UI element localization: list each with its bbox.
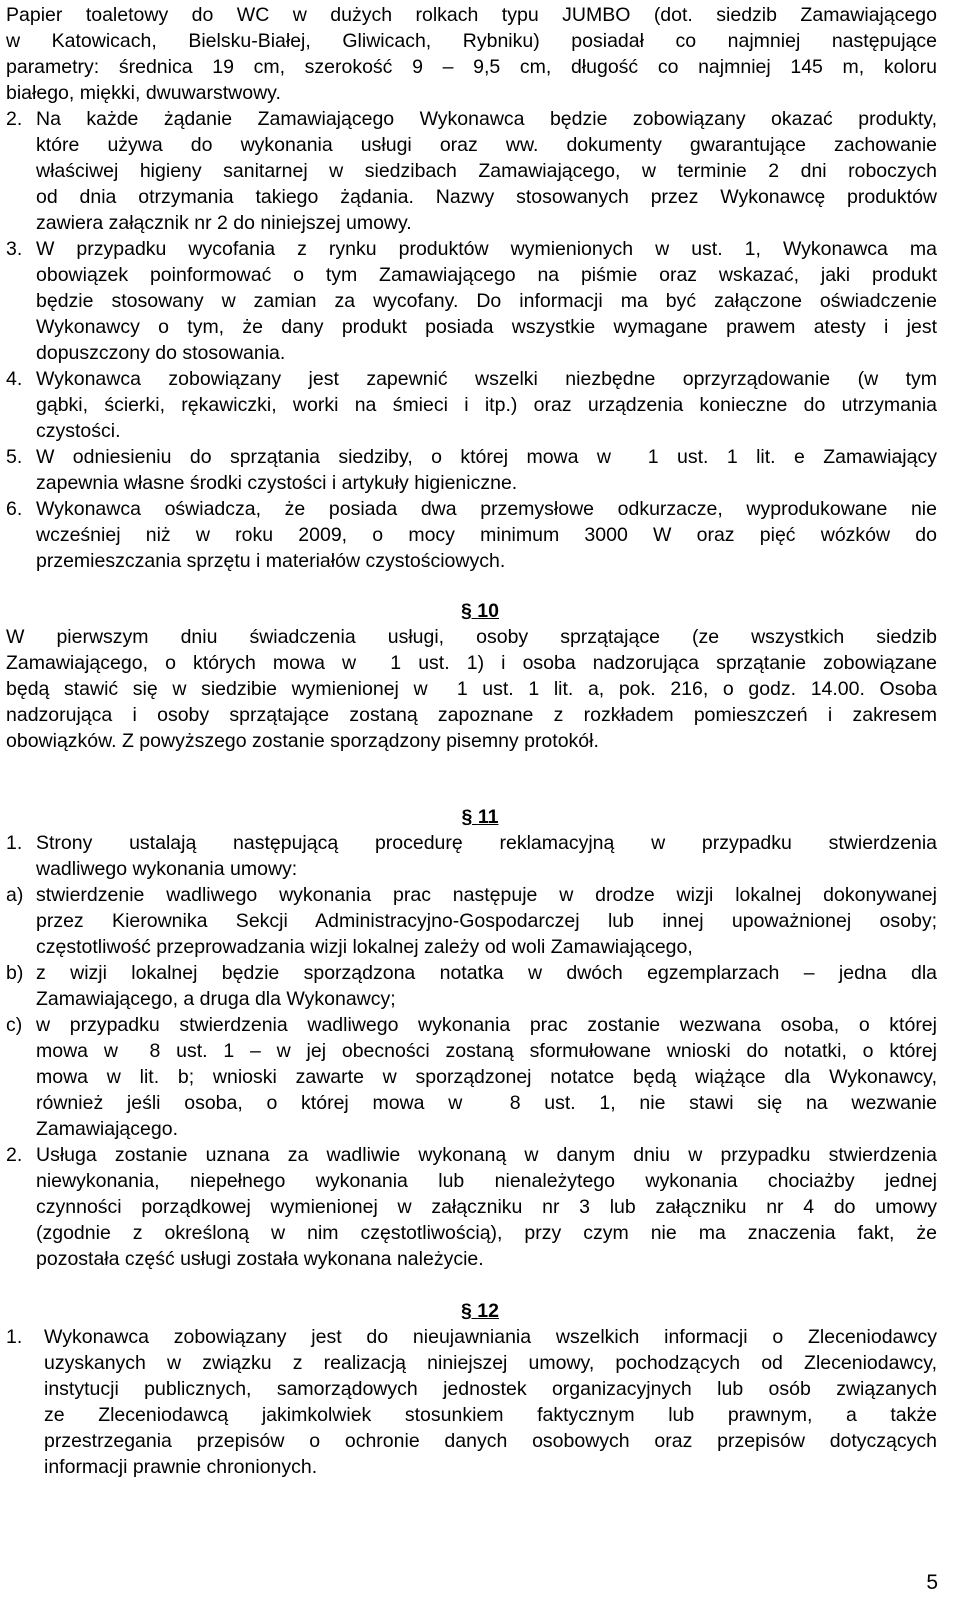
- item-line: informacji prawnie chronionych.: [44, 1456, 318, 1478]
- item-line: od dnia otrzymania takiego żądania. Nazwy stosowanych przez Wykonawcę produktów: [36, 186, 937, 208]
- intro-line: białego, miękki, dwuwarstwowy.: [6, 82, 281, 104]
- item-line: uzyskanych w związku z realizacją niniejszej umowy, pochodzących od Zleceniodawcy,: [44, 1352, 937, 1374]
- item-number: 1.: [6, 1326, 23, 1348]
- subitem-line: stwierdzenie wadliwego wykonania prac następuje w drodze wizji lokalnej dokonywanej: [36, 884, 937, 906]
- item-number: 3.: [6, 238, 23, 260]
- item-line: dopuszczony do stosowania.: [36, 342, 286, 364]
- item-number: 4.: [6, 368, 23, 390]
- item-number: 2.: [6, 1144, 23, 1166]
- item-line: Wykonawcy o tym, że dany produkt posiada wszystkie wymagane prawem atesty i jest: [36, 316, 937, 338]
- subitem-letter: b): [6, 962, 24, 984]
- item-line: zapewnia własne środki czystości i artykuły higieniczne.: [36, 472, 518, 494]
- item-line: ze Zleceniodawcą jakimkolwiek stosunkiem faktycznym lub prawnym, a także: [44, 1404, 937, 1426]
- subitem-line: mowa w 8 ust. 1 – w jej obecności zostaną sformułowane wnioski do notatki, o której: [36, 1040, 937, 1062]
- intro-line: parametry: średnica 19 cm, szerokość 9 – 9,5 cm, długość co najmniej 145 m, koloru: [6, 56, 937, 78]
- item-line: czynności porządkowej wymienionej w załączniku nr 3 lub załączniku nr 4 do umowy: [36, 1196, 937, 1218]
- item-number: 5.: [6, 446, 23, 468]
- item-line: niewykonania, niepełnego wykonania lub nienależytego wykonania chociażby jednej: [36, 1170, 937, 1192]
- item-line: Na każde żądanie Zamawiającego Wykonawca będzie zobowiązany okazać produkty,: [36, 108, 937, 130]
- item-line: Wykonawca zobowiązany jest zapewnić wszelki niezbędne oprzyrządowanie (w tym: [36, 368, 937, 390]
- item-line: (zgodnie z określoną w nim częstotliwością), przy czym nie ma znaczenia fakt, że: [36, 1222, 937, 1244]
- item-line: Usługa zostanie uznana za wadliwie wykonaną w danym dniu w przypadku stwierdzenia: [36, 1144, 937, 1166]
- section-number: 12: [477, 1300, 499, 1322]
- item-line: instytucji publicznych, samorządowych jednostek organizacyjnych lub osób związanych: [44, 1378, 937, 1400]
- item-line: przestrzegania przepisów o ochronie danych osobowych oraz przepisów dotyczących: [44, 1430, 937, 1452]
- section-heading-10: [0, 598, 960, 624]
- section-sign: §: [461, 600, 478, 622]
- item-line: W odniesieniu do sprzątania siedziby, o której mowa w 1 ust. 1 lit. e Zamawiający: [36, 446, 937, 468]
- item-line: obowiązek poinformować o tym Zamawiającego na piśmie oraz wskazać, jaki produkt: [36, 264, 937, 286]
- section10-line: obowiązków. Z powyższego zostanie sporządzony pisemny protokół.: [6, 730, 599, 752]
- section10-line: Zamawiającego, o których mowa w 1 ust. 1) i osoba nadzorująca sprzątanie zobowiązane: [6, 652, 937, 674]
- item-line: Strony ustalają następującą procedurę reklamacyjną w przypadku stwierdzenia: [36, 832, 937, 854]
- section-sign: §: [461, 806, 478, 828]
- item-number: 6.: [6, 498, 23, 520]
- section10-line: będą stawić się w siedzibie wymienionej w 1 ust. 1 lit. a, pok. 216, o godz. 14.00. Osoba: [6, 678, 937, 700]
- subitem-letter: a): [6, 884, 24, 906]
- item-line: czystości.: [36, 420, 121, 442]
- section-heading-12: [0, 1298, 960, 1324]
- item-line: będzie stosowany w zamian za wycofany. Do informacji ma być załączone oświadczenie: [36, 290, 937, 312]
- item-line: gąbki, ścierki, rękawiczki, worki na śmieci i itp.) oraz urządzenia konieczne do utrzymania: [36, 394, 937, 416]
- subitem-line: przez Kierownika Sekcji Administracyjno-Gospodarczej lub innej upoważnionej osoby;: [36, 910, 937, 932]
- section-number: 10: [477, 600, 499, 622]
- subitem-letter: c): [6, 1014, 23, 1036]
- item-number: 1.: [6, 832, 23, 854]
- item-line: wcześniej niż w roku 2009, o mocy minimum 3000 W oraz pięć wózków do: [36, 524, 937, 546]
- item-line: przemieszczania sprzętu i materiałów czystościowych.: [36, 550, 506, 572]
- item-line: pozostała część usługi została wykonana należycie.: [36, 1248, 484, 1270]
- subitem-line: z wizji lokalnej będzie sporządzona notatka w dwóch egzemplarzach – jedna dla: [36, 962, 937, 984]
- item-line: właściwej higieny sanitarnej w siedzibach Zamawiającego, w terminie 2 dni roboczych: [36, 160, 937, 182]
- item-line: Wykonawca oświadcza, że posiada dwa przemysłowe odkurzacze, wyprodukowane nie: [36, 498, 937, 520]
- item-line: Wykonawca zobowiązany jest do nieujawniania wszelkich informacji o Zleceniodawcy: [44, 1326, 937, 1348]
- section-number: 11: [477, 806, 499, 828]
- page-number: 5: [926, 1571, 938, 1594]
- item-number: 2.: [6, 108, 23, 130]
- section10-line: nadzorująca i osoby sprzątające zostaną zapoznane z rozkładem pomieszczeń i zakresem: [6, 704, 937, 726]
- item-line: które używa do wykonania usługi oraz ww. dokumenty gwarantujące zachowanie: [36, 134, 937, 156]
- subitem-line: w przypadku stwierdzenia wadliwego wykonania prac zostanie wezwana osoba, o której: [36, 1014, 937, 1036]
- subitem-line: Zamawiającego, a druga dla Wykonawcy;: [36, 988, 396, 1010]
- intro-line: Papier toaletowy do WC w dużych rolkach typu JUMBO (dot. siedzib Zamawiającego: [6, 4, 937, 26]
- section-sign: §: [461, 1300, 478, 1322]
- subitem-line: również jeśli osoba, o której mowa w 8 ust. 1, nie stawi się na wezwanie: [36, 1092, 937, 1114]
- subitem-line: mowa w lit. b; wnioski zawarte w sporządzonej notatce będą wiążące dla Wykonawcy,: [36, 1066, 937, 1088]
- item-line: zawiera załącznik nr 2 do niniejszej umowy.: [36, 212, 412, 234]
- item-line: wadliwego wykonania umowy:: [36, 858, 298, 880]
- subitem-line: częstotliwość przeprowadzania wizji lokalnej zależy od woli Zamawiającego,: [36, 936, 693, 958]
- item-line: W przypadku wycofania z rynku produktów wymienionych w ust. 1, Wykonawca ma: [36, 238, 937, 260]
- section10-line: W pierwszym dniu świadczenia usługi, osoby sprzątające (ze wszystkich siedzib: [6, 626, 937, 648]
- subitem-line: Zamawiającego.: [36, 1118, 178, 1140]
- intro-line: w Katowicach, Bielsku-Białej, Gliwicach, Rybniku) posiadał co najmniej następujące: [6, 30, 937, 52]
- section-heading-11: [0, 804, 960, 830]
